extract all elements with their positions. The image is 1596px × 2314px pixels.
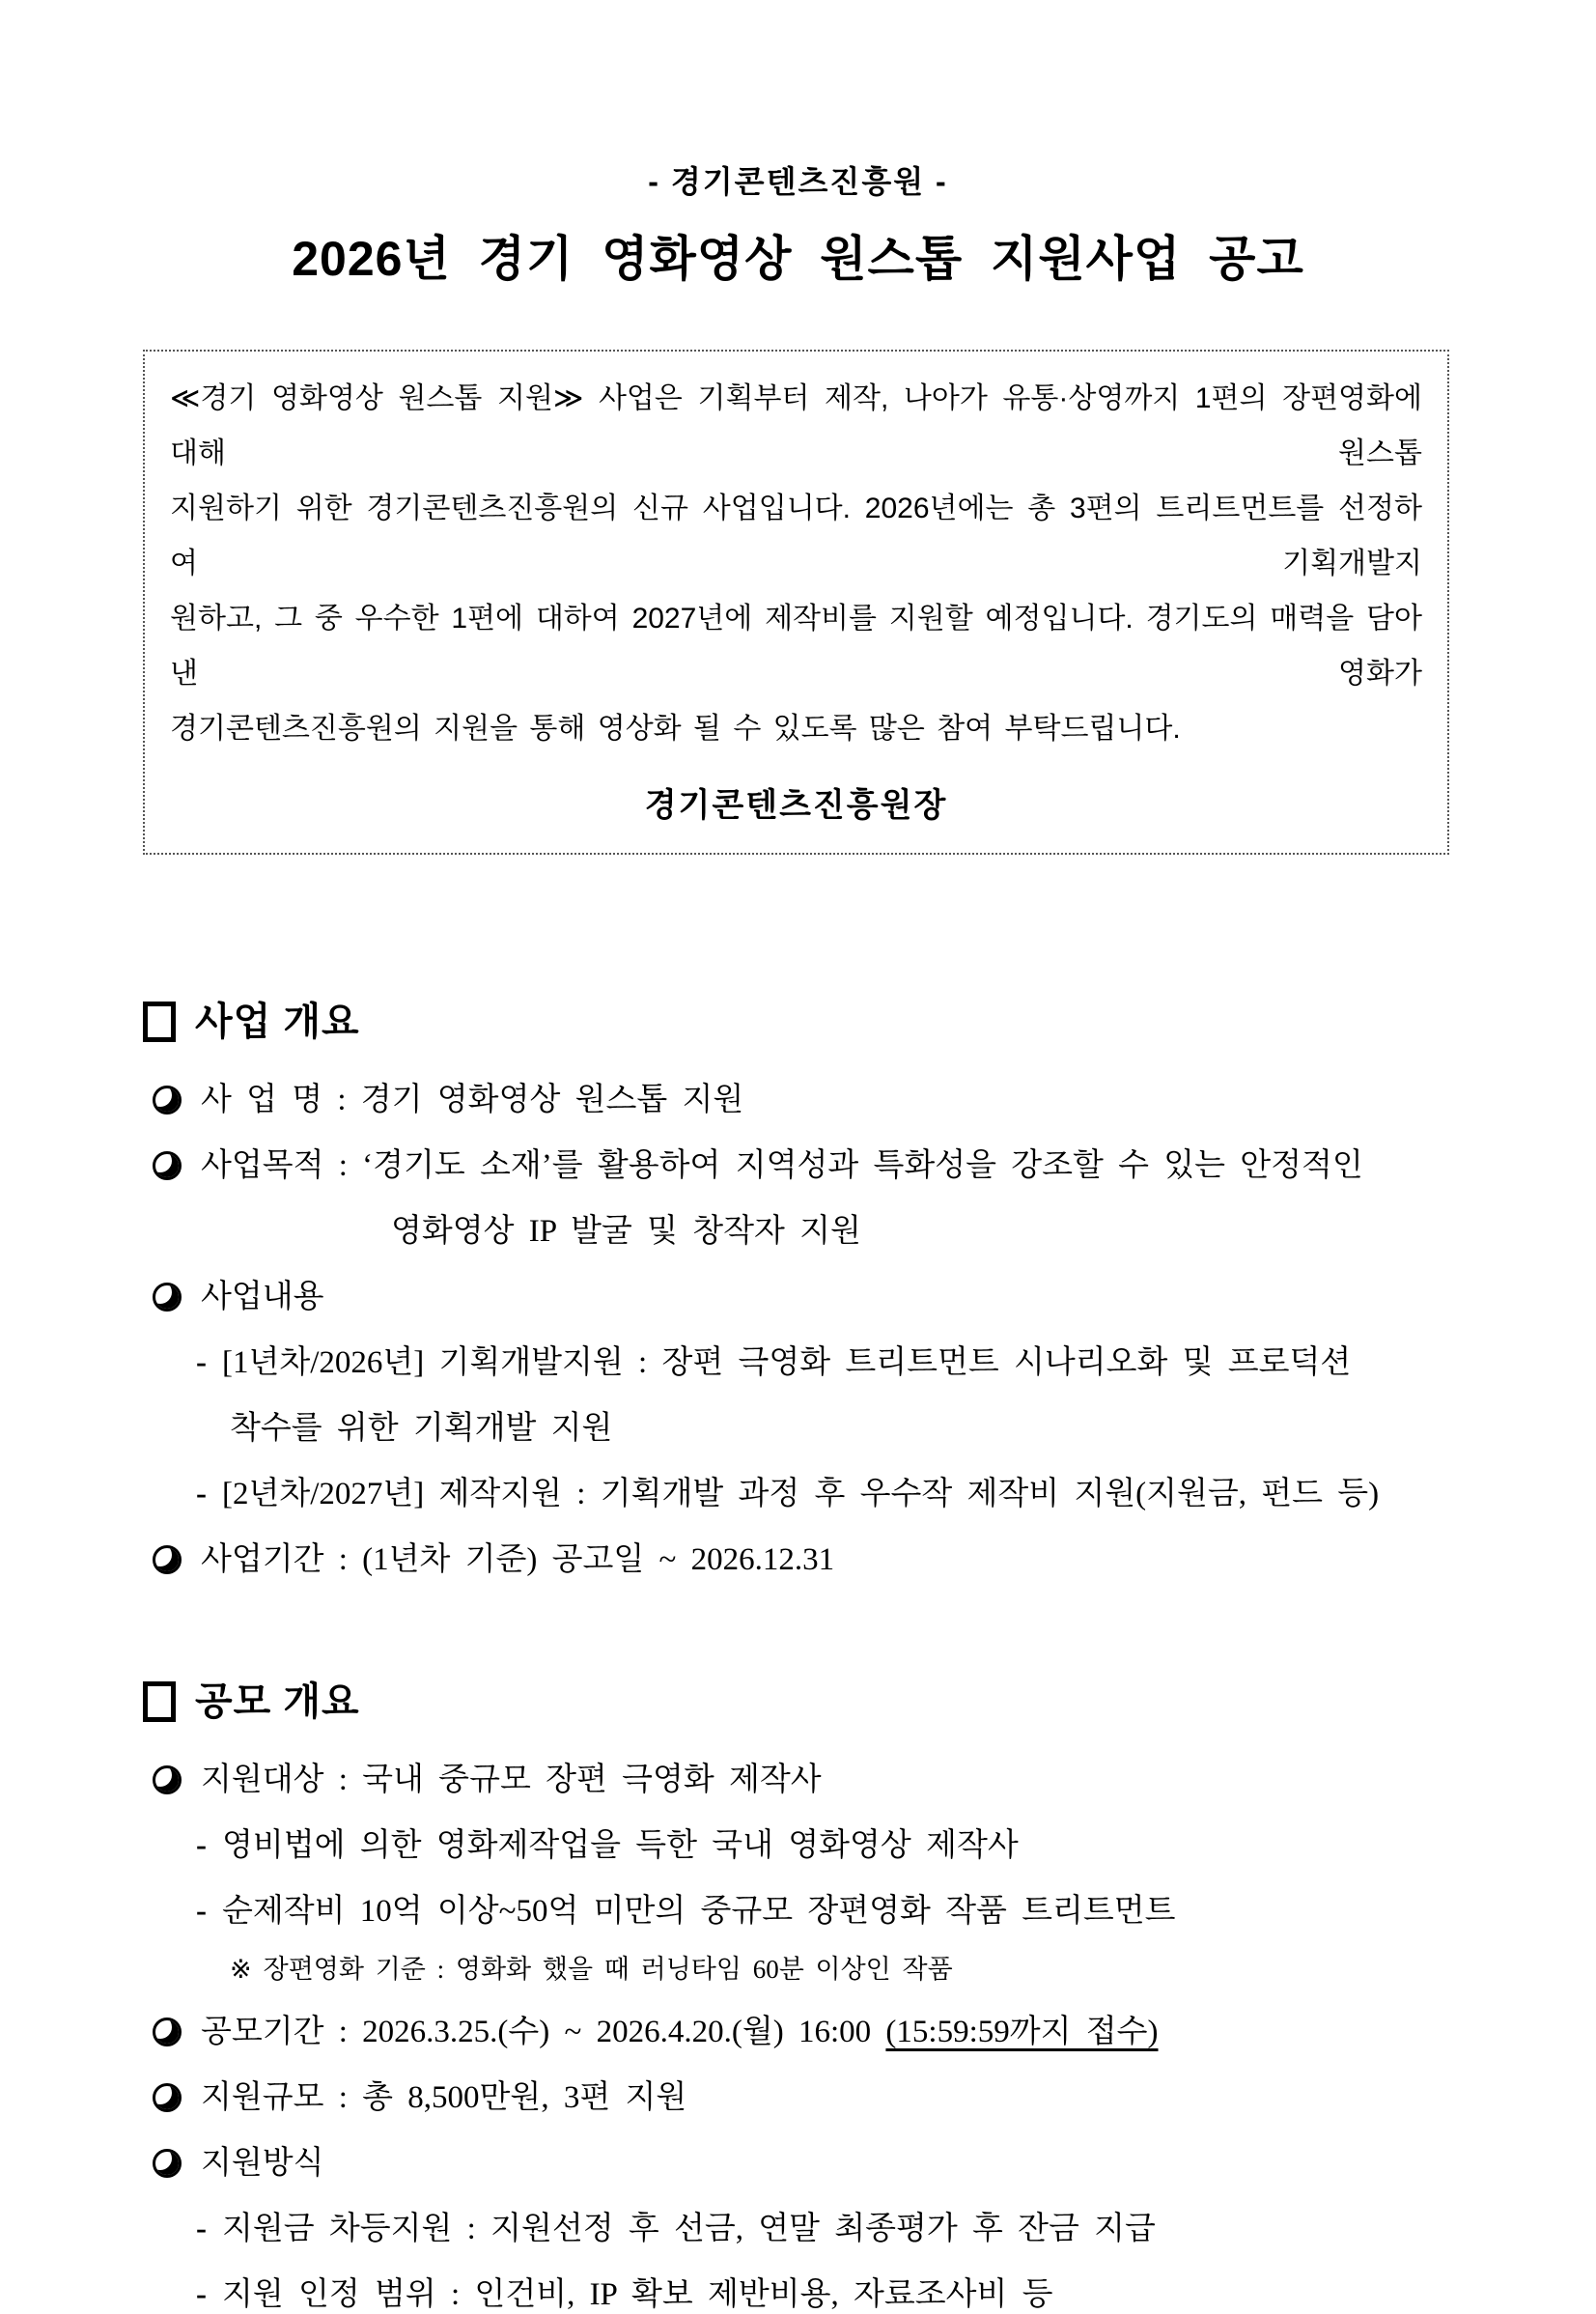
- list-item: [143, 1081, 1480, 1119]
- reference-mark-icon: ※: [230, 1955, 252, 1984]
- dash-bullet: -: [196, 1894, 207, 1929]
- list-item-text: [201, 2013, 1159, 2051]
- list-item-text: 사업내용: [201, 1280, 324, 1314]
- circle-bullet-icon: [153, 2018, 182, 2046]
- page-title: 2026년 경기 영화영상 원스톱 지원사업 공고: [292, 232, 1304, 286]
- list-item: [143, 1278, 1480, 1316]
- list-item-text: 지원 인정 범위 : 인건비, IP 확보 제반비용, 자료조사비 등: [222, 2277, 1053, 2312]
- square-bullet-icon: [143, 1681, 176, 1722]
- list-item-text: [1년차/2026년] 기획개발지원 : 장편 극영화 트리트먼트 시나리오화 및 프로덕션: [222, 1345, 1352, 1380]
- circle-bullet-icon: [153, 1545, 182, 1574]
- sub-list-item: [143, 2210, 1480, 2248]
- list-item: [143, 1761, 1480, 1799]
- dash-bullet: -: [196, 1828, 207, 1863]
- section-application-overview: [143, 1679, 1480, 2314]
- dash-bullet: -: [196, 1345, 207, 1380]
- note-text: 장편영화 기준 : 영화화 했을 때 러닝타임 60분 이상인 작품: [263, 1955, 953, 1984]
- intro-paragraph-line: 원하고, 그 중 우수한 1편에 대하여 2027년에 제작비를 지원할 예정입니다. 경기도의 매력을 담아낸 영화가: [170, 603, 1422, 690]
- list-item-continuation: [143, 1212, 1480, 1251]
- list-item-text: 착수를 위한 기획개발 지원: [230, 1411, 613, 1446]
- list-item-text: 영화영상 IP 발굴 및 창작자 지원: [391, 1214, 861, 1249]
- note-item: [143, 1954, 1480, 1986]
- intro-paragraph-line: ≪경기 영화영상 원스톱 지원≫ 사업은 기획부터 제작, 나아가 유통·상영까지 1편의 장편영화에 대해 원스톱: [170, 382, 1422, 469]
- circle-bullet-icon: [153, 2149, 182, 2178]
- list-item-text: 순제작비 10억 이상~50억 미만의 중규모 장편영화 작품 트리트먼트: [222, 1894, 1176, 1929]
- sub-list-item: [143, 1475, 1480, 1513]
- org-header: - 경기콘텐츠진흥원 -: [648, 164, 948, 199]
- list-item-text: 영비법에 의한 영화제작업을 득한 국내 영화영상 제작사: [222, 1828, 1019, 1863]
- signature: 경기콘텐츠진흥원장: [644, 787, 948, 824]
- list-item-text: [2년차/2027년] 제작지원 : 기획개발 과정 후 우수작 제작비 지원(지원금, 펀드 등): [222, 1477, 1380, 1511]
- intro-box: [143, 350, 1449, 855]
- list-item-text: 지원대상 : 국내 중규모 장편 극영화 제작사: [201, 1763, 822, 1797]
- dash-bullet: -: [196, 1477, 207, 1511]
- list-item-text: 지원방식: [201, 2146, 324, 2181]
- list-item: [143, 2144, 1480, 2183]
- list-item-text: 지원금 차등지원 : 지원선정 후 선금, 연말 최종평가 후 잔금 지급: [222, 2212, 1156, 2246]
- list-item-text: 사 업 명 : 경기 영화영상 원스톱 지원: [201, 1083, 744, 1117]
- deadline-underlined-text: (15:59:59까지 접수): [885, 2015, 1159, 2049]
- list-item-text: 지원규모 : 총 8,500만원, 3편 지원: [201, 2080, 687, 2115]
- sub-list-item: [143, 1826, 1480, 1865]
- circle-bullet-icon: [153, 1283, 182, 1312]
- list-item-continuation: [143, 1409, 1480, 1448]
- list-item: [143, 1540, 1480, 1579]
- intro-paragraph-line: 경기콘텐츠진흥원의 지원을 통해 영상화 될 수 있도록 많은 참여 부탁드립니다.: [170, 713, 1181, 745]
- circle-bullet-icon: [153, 1086, 182, 1115]
- square-bullet-icon: [143, 1002, 176, 1042]
- list-item-text: 사업기간 : (1년차 기준) 공고일 ~ 2026.12.31: [201, 1542, 835, 1577]
- dash-bullet: -: [196, 2212, 207, 2246]
- sub-list-item: [143, 1343, 1480, 1382]
- dash-bullet: -: [196, 2277, 207, 2312]
- circle-bullet-icon: [153, 2083, 182, 2112]
- list-item: [143, 2078, 1480, 2117]
- section-heading: [143, 1000, 1480, 1044]
- circle-bullet-icon: [153, 1765, 182, 1794]
- list-item: [143, 2013, 1480, 2051]
- section-heading-label: 사업 개요: [195, 1001, 360, 1043]
- section-business-overview: [143, 1000, 1480, 1579]
- sub-list-item: [143, 2275, 1480, 2314]
- circle-bullet-icon: [153, 1151, 182, 1180]
- application-period-text: 공모기간 : 2026.3.25.(수) ~ 2026.4.20.(월) 16:00: [201, 2015, 886, 2049]
- section-heading: [143, 1679, 1480, 1724]
- sub-list-item: [143, 1892, 1480, 1931]
- list-item-text: 사업목적 : ‘경기도 소재’를 활용하여 지역성과 특화성을 강조할 수 있는 안정적인: [201, 1148, 1363, 1183]
- intro-paragraph-line: 지원하기 위한 경기콘텐츠진흥원의 신규 사업입니다. 2026년에는 총 3편의 트리트먼트를 선정하여 기획개발지: [170, 493, 1423, 579]
- section-heading-label: 공모 개요: [195, 1680, 360, 1723]
- list-item: [143, 1146, 1480, 1185]
